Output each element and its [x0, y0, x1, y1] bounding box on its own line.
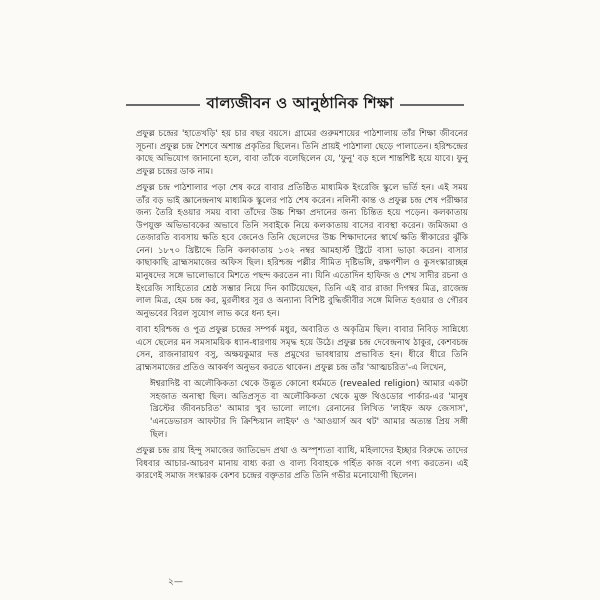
chapter-title-text: বাল্যজীবন ও আনুষ্ঠানিক শিক্ষা	[200, 94, 399, 112]
block-quote: ঈশ্বরাদিষ্ট বা অলৌকিকতা থেকে উদ্ভূত কোনো ধর্মমতে (revealed religion) আমার একটা সহজাত অনাস্থা ছিল। অতিপ্রসূত বা অলৌকিকতা থেকে মুক্ত থিওডোর পার্কার-এর 'মানুষ খ্রিস্টের জীবনচরিত' আমার খুব ভালো লাগে। রেনানের লিখিত 'লাইফ অফ জেসাস', 'এনডেভারস আফটার দি ক্রিশ্চিয়ান লাইফ' ও 'আওয়ার্স অব থট' আমার অত্যন্ত প্রিয় সঙ্গী ছিল।	[150, 379, 468, 440]
chapter-title	[0, 92, 600, 117]
paragraph-1: প্রফুল্ল চন্দ্রের 'হাতেখড়ি' হয় চার বছর বয়সে। গ্রামের গুরুমশায়ের পাঠশালায় তাঁর শিক্ষা জীবনের সূচনা। প্রফুল্ল চন্দ্র শৈশবে অশান্ত প্রকৃতির ছিলেন। তিনি প্রায়ই পাঠশালা ছেড়ে পালাতেন। হরিশ্চন্দ্রের কাছে অভিযোগ জানানো হলে, বাবা তাঁকে বলেছিলেন যে, 'ফুনু' বড় হলে শান্তশিষ্ট হয়ে যাবে। ফুনু প্রফুল্ল চন্দ্রের ডাক নাম।	[136, 129, 468, 177]
paragraph-2: প্রফুল্ল চন্দ্র পাঠশালার পড়া শেষ করে বাবার প্রতিষ্ঠিত মাধ্যমিক ইংরেজি স্কুলে ভর্তি হন। এই সময় তাঁর বড় ভাই জ্ঞানেন্দ্রনাথ মাধ্যমিক স্কুলের পাঠ শেষ করেন। নলিনী কান্ত ও প্রফুল্ল চন্দ্র শেষ পরীক্ষার জন্য তৈরি হওয়ার সময় বাবা তাঁদের উচ্চ শিক্ষা প্রদানের জন্য চিন্তিত হয়ে পড়েন। কলকাতায় উপযুক্ত অভিভাবকের অভাবে তিনি সবাইকে নিয়ে কলকাতায় বাসের ব্যবস্থা করেন। জমিজমা ও তেজারতি ব্যবসায় ক্ষতি হবে জেনেও তিনি ছেলেদের উচ্চ শিক্ষাদানের স্বার্থে ক্ষতি স্বীকারের ঝুঁকি নেন। ১৮৭০ খ্রিষ্টাব্দে তিনি কলকাতায় ১৩২ নম্বর আমহার্স্ট স্ট্রিটে বাসা ভাড়া করেন। বাসার কাছাকাছি ব্রাহ্মসমাজের অফিস ছিল। হরিশ্চন্দ্র পল্লীর সীমিত দৃষ্টিভঙ্গি, রক্ষণশীল ও কুসংস্কারাচ্ছন্ন মানুষদের সঙ্গে ভালোভাবে মিশতে পছন্দ করতেন না। যিনি এতোদিন হাফিজ ও শেখ সাদীর রচনা ও ইংরেজি সাহিত্যের শ্রেষ্ঠ সম্ভার নিয়ে দিন কাটিয়েছেন, তিনি এই বার রাজা দিগম্বর মিত্র, রাজেন্দ্র লাল মিত্র, হেম চন্দ্র কর, মুরলীধর সুর ও অন্যান্য বিশিষ্ট বুদ্ধিজীবীর সঙ্গে মিলিত হওয়ার ও গৌরব অনুভবের বিরল সুযোগ লাভ করে ধন্য হন।	[136, 183, 468, 319]
paragraph-3: বাবা হরিশ্চন্দ্র ও পুত্র প্রফুল্ল চন্দ্রের সম্পর্ক মধুর, অবারিত ও অকৃত্রিম ছিল। বাবার নিবিড় সান্নিধ্যে এসে ছেলের মন সমসাময়িক ধ্যান-ধারণায় সমৃদ্ধ হয়ে উঠে। প্রফুল্ল চন্দ্র দেবেন্দ্রনাথ ঠাকুর, কেশবচন্দ্র সেন, রাজনারায়ণ বসু, অক্ষয়কুমার দত্ত প্রমুখের ভাবধারায় প্রভাবিত হন। ধীরে ধীরে তিনি ব্রাহ্মসমাজের প্রতিও আকর্ষণ অনুভব করতে থাকেন। প্রফুল্ল চন্দ্র তাঁর 'আত্মচরিত'-এ লিখেন,	[136, 325, 468, 373]
page-number: ২—	[168, 577, 183, 587]
paragraph-4: প্রফুল্ল চন্দ্র রায় হিন্দু সমাজের জাতিভেদ প্রথা ও অস্পৃশ্যতা ব্যাধি, মহিলাদের ইচ্ছার বিরুদ্ধে তাদের বিধবার আচার-আচরণ মানায় বাধ্য করা ও বাল্য বিবাহকে গর্হিত কাজ বলে গণ্য করতেন। এই কারণেই সমাজ সংস্কারক কেশব চন্দ্রের বক্তৃতার প্রতি তিনি গভীর মনোযোগী ছিলেন।	[136, 446, 468, 482]
body-text	[136, 128, 468, 487]
